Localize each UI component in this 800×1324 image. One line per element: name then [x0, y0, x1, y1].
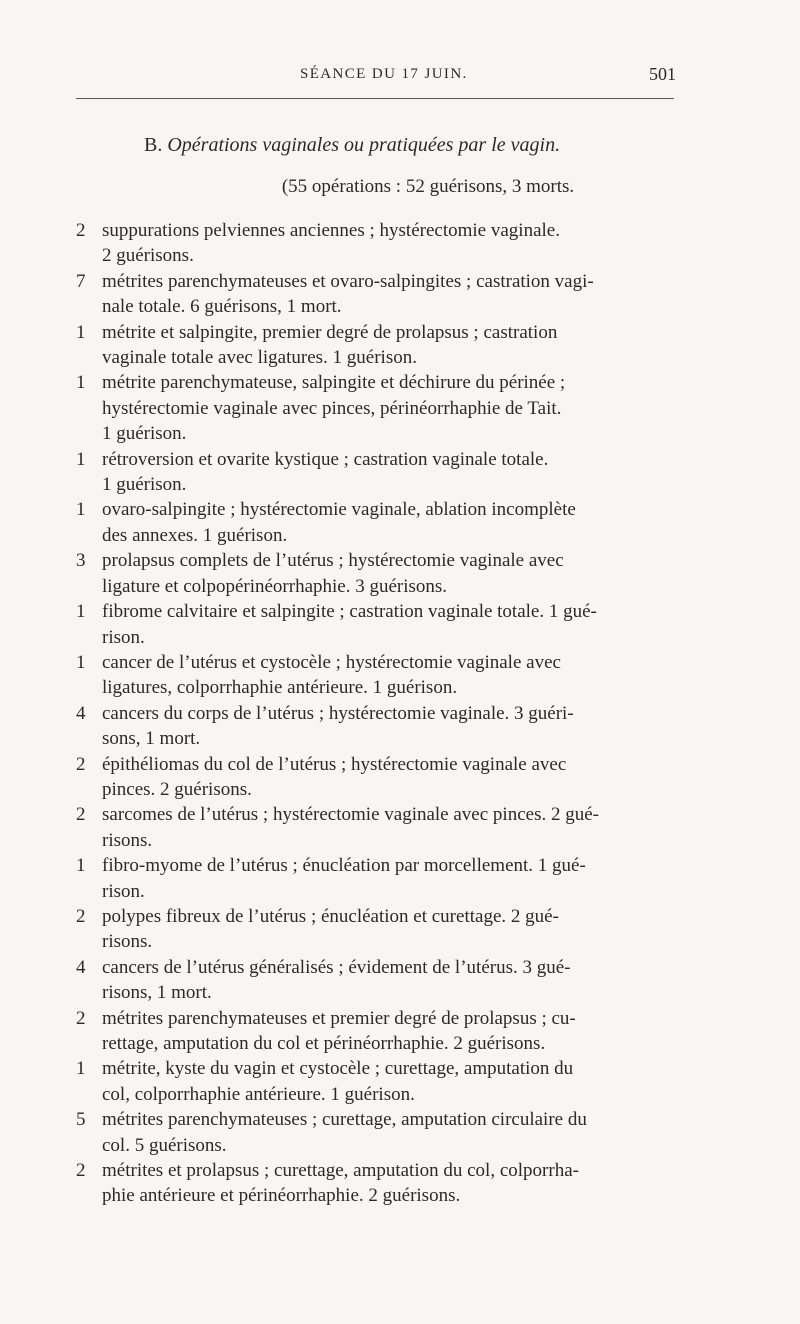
list-item: [76, 650, 676, 701]
list-item: [76, 320, 676, 371]
entry-line: polypes fibreux de l’utérus ; énucléation et curettage. 2 gué-: [102, 905, 559, 927]
list-item: [76, 904, 676, 955]
entry-count: 2: [76, 905, 86, 927]
entry-line: des annexes. 1 guérison.: [102, 524, 288, 546]
list-item: [76, 548, 676, 599]
entry-count: 1: [76, 499, 86, 521]
entry-count: 1: [76, 651, 86, 673]
entry-count: 2: [76, 1007, 86, 1029]
entry-count: 1: [76, 855, 86, 877]
entry-line: cancers du corps de l’utérus ; hystérectomie vaginale. 3 guéri-: [102, 702, 574, 724]
entry-line: hystérectomie vaginale avec pinces, périnéorrhaphie de Tait.: [102, 397, 562, 419]
entry-line: rison.: [102, 626, 145, 648]
list-item: [76, 599, 676, 650]
entry-line: prolapsus complets de l’utérus ; hystérectomie vaginale avec: [102, 550, 564, 572]
list-item: [76, 1107, 676, 1158]
entry-line: fibro-myome de l’utérus ; énucléation par morcellement. 1 gué-: [102, 855, 586, 877]
header-rule: [76, 98, 674, 99]
entry-count: 2: [76, 804, 86, 826]
entry-count: 3: [76, 550, 86, 572]
operations-list: [76, 218, 676, 1209]
list-item: [76, 1158, 676, 1209]
list-item: [76, 447, 676, 498]
entry-line: 1 guérison.: [102, 423, 187, 445]
entry-line: fibrome calvitaire et salpingite ; castration vaginale totale. 1 gué-: [102, 601, 597, 623]
entry-line: ligature et colpopérinéorrhaphie. 3 guérisons.: [102, 575, 448, 597]
entry-line: métrites parenchymateuses et premier degré de prolapsus ; cu-: [102, 1007, 576, 1029]
list-item: [76, 955, 676, 1006]
entry-line: 2 guérisons.: [102, 245, 194, 267]
page-number: 501: [649, 64, 676, 84]
section-summary: (55 opérations : 52 guérisons, 3 morts.: [281, 176, 575, 197]
entry-line: ligatures, colporrhaphie antérieure. 1 guérison.: [102, 677, 458, 699]
entry-line: épithéliomas du col de l’utérus ; hystérectomie vaginale avec: [102, 753, 567, 775]
entry-line: métrites parenchymateuses et ovaro-salpingites ; castration vagi-: [102, 270, 594, 292]
entry-count: 1: [76, 1058, 86, 1080]
entry-count: 7: [76, 270, 86, 292]
section-heading: [144, 134, 560, 157]
running-header: [76, 64, 676, 90]
entry-line: risons.: [102, 931, 153, 953]
list-item: [76, 701, 676, 752]
entry-line: suppurations pelviennes anciennes ; hystérectomie vaginale.: [102, 220, 560, 241]
list-item: [76, 1056, 676, 1107]
list-item: [76, 218, 676, 269]
entry-count: 1: [76, 448, 86, 470]
entry-line: cancers de l’utérus généralisés ; évidement de l’utérus. 3 gué-: [102, 956, 571, 978]
entry-line: ovaro-salpingite ; hystérectomie vaginale, ablation incomplète: [102, 499, 576, 521]
entry-line: vaginale totale avec ligatures. 1 guérison.: [102, 347, 417, 369]
entry-line: col. 5 guérisons.: [102, 1134, 227, 1156]
list-item: [76, 269, 676, 320]
section-title: Opérations vaginales ou pratiquées par le vagin.: [167, 134, 561, 156]
list-item: [76, 1006, 676, 1057]
entry-line: métrite et salpingite, premier degré de prolapsus ; castration: [102, 321, 558, 343]
section-letter: B.: [144, 134, 163, 156]
entry-count: 1: [76, 321, 86, 343]
entry-line: sons, 1 mort.: [102, 728, 201, 750]
entry-count: 4: [76, 956, 86, 978]
list-item: [76, 497, 676, 548]
entry-count: 2: [76, 1160, 86, 1182]
entry-line: sarcomes de l’utérus ; hystérectomie vaginale avec pinces. 2 gué-: [102, 804, 599, 826]
list-item: [76, 370, 676, 446]
entry-count: 1: [76, 601, 86, 623]
entry-line: métrites et prolapsus ; curettage, amputation du col, colporrha-: [102, 1160, 579, 1182]
entry-line: risons, 1 mort.: [102, 982, 212, 1004]
entry-line: métrite parenchymateuse, salpingite et déchirure du périnée ;: [102, 372, 566, 394]
entry-line: risons.: [102, 829, 153, 851]
entry-line: col, colporrhaphie antérieure. 1 guérison.: [102, 1083, 415, 1105]
entry-count: 5: [76, 1109, 86, 1131]
list-item: [76, 752, 676, 803]
list-item: [76, 802, 676, 853]
entry-line: métrite, kyste du vagin et cystocèle ; curettage, amputation du: [102, 1058, 574, 1080]
entry-line: cancer de l’utérus et cystocèle ; hystérectomie vaginale avec: [102, 651, 561, 673]
entry-line: rison.: [102, 880, 145, 902]
entry-line: pinces. 2 guérisons.: [102, 778, 252, 800]
entry-line: rétroversion et ovarite kystique ; castration vaginale totale.: [102, 448, 549, 470]
entry-count: 2: [76, 753, 86, 775]
running-title: SÉANCE DU 17 JUIN.: [300, 66, 468, 82]
entry-count: 4: [76, 702, 86, 724]
entry-line: rettage, amputation du col et périnéorrhaphie. 2 guérisons.: [102, 1033, 546, 1054]
entry-count: 1: [76, 372, 86, 394]
entry-line: nale totale. 6 guérisons, 1 mort.: [102, 296, 342, 318]
list-item: [76, 853, 676, 904]
entry-line: métrites parenchymateuses ; curettage, amputation circulaire du: [102, 1109, 587, 1131]
entry-count: 2: [76, 220, 86, 241]
entry-line: 1 guérison.: [102, 474, 187, 496]
entry-line: phie antérieure et périnéorrhaphie. 2 guérisons.: [102, 1185, 461, 1207]
